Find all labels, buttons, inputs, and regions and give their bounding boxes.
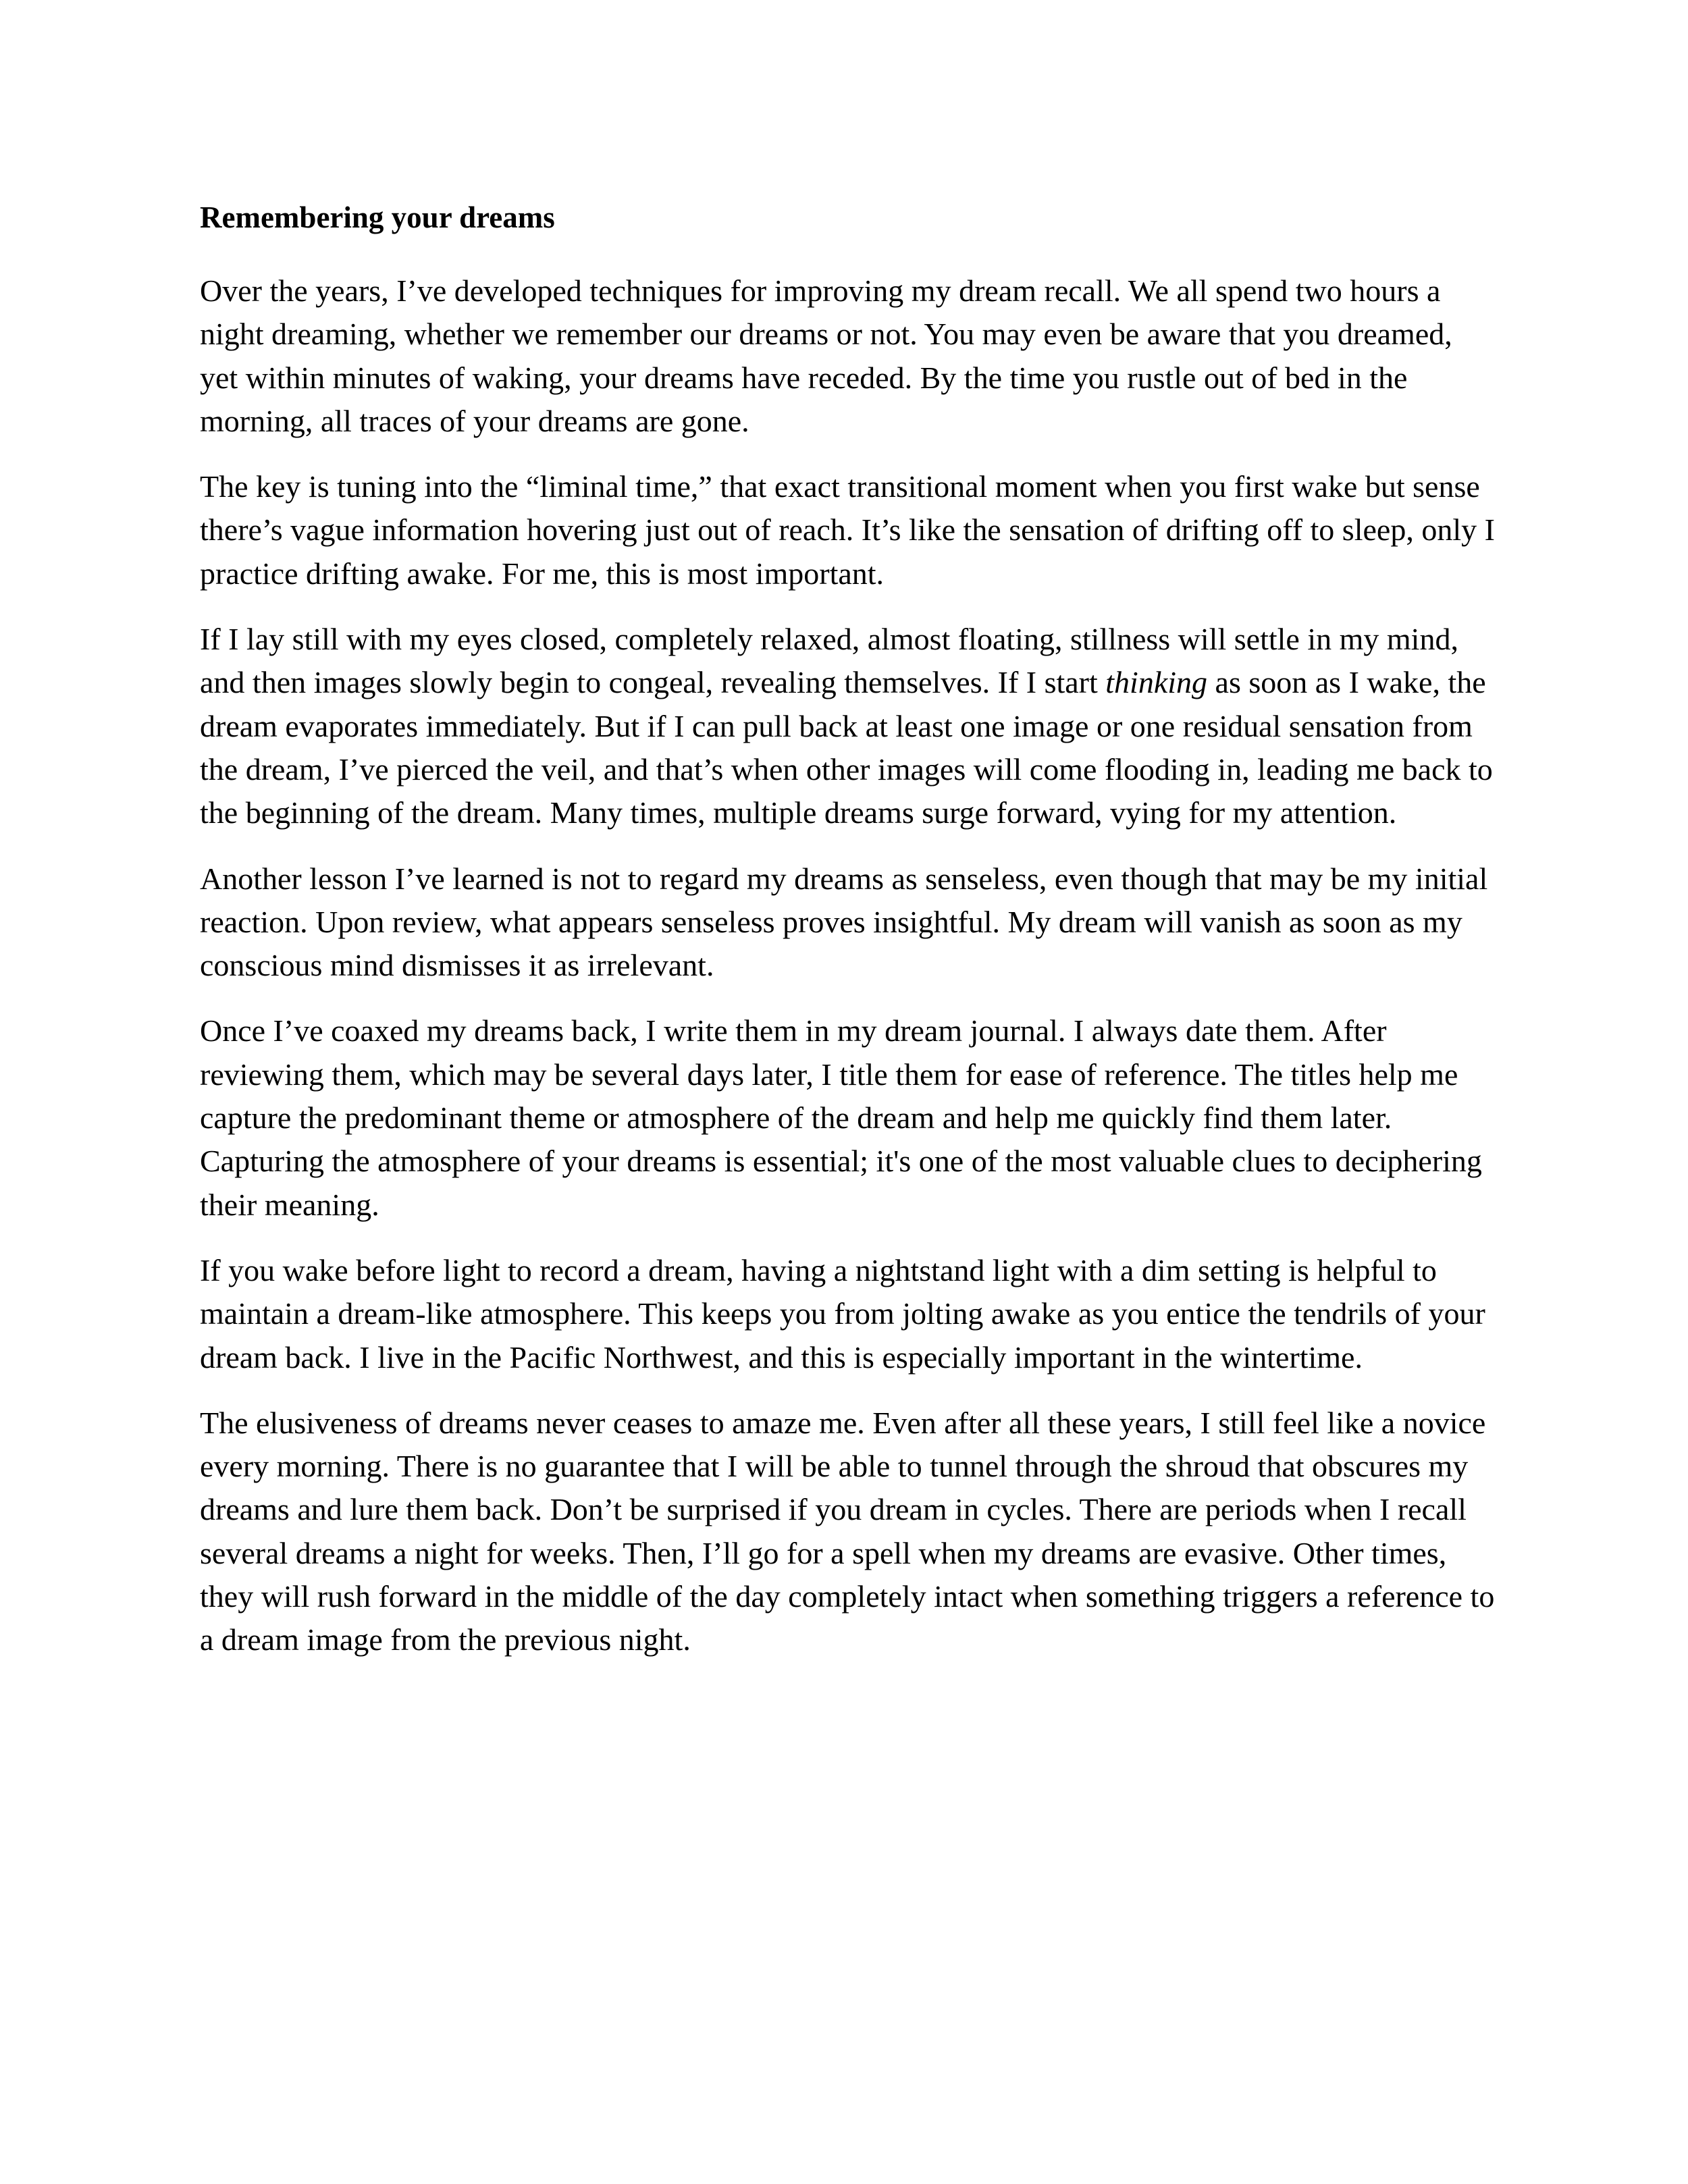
paragraph-2: The key is tuning into the “liminal time,” that exact transitional moment when you first wake but sense there’s vague information hovering just out of reach. It’s like the sensation of drifting off to sleep, only I practice drifting awake. For me, this is most important. [200, 469, 1495, 591]
paragraph-3-text-before: If I lay still with my eyes closed, completely relaxed, almost floating, stillness will settle in my mind, and then images slowly begin to congeal, revealing themselves. If I start [200, 622, 1458, 700]
document-title: Remembering your dreams [200, 201, 555, 234]
paragraph-1: Over the years, I’ve developed techniques for improving my dream recall. We all spend two hours a night dreaming, whether we remember our dreams or not. You may even be aware that you dreamed, yet within minutes of waking, your dreams have receded. By the time you rustle out of bed in the morning, all traces of your dreams are gone. [200, 273, 1452, 438]
document-body [200, 197, 1496, 1684]
paragraph-3 [200, 618, 1496, 834]
paragraph-4: Another lesson I’ve learned is not to regard my dreams as senseless, even though that may be my initial reaction. Upon review, what appears senseless proves insightful. My dream will vanish as soon as my conscious mind dismisses it as irrelevant. [200, 861, 1488, 983]
paragraph-6: If you wake before light to record a dream, having a nightstand light with a dim setting is helpful to maintain a dream-like atmosphere. This keeps you from jolting awake as you entice the tendrils of your dream back. I live in the Pacific Northwest, and this is especially important in the wintertime. [200, 1252, 1485, 1375]
paragraph-3-emphasis: thinking [1105, 665, 1208, 700]
paragraph-3-text-after: as soon as I wake, the dream evaporates immediately. But if I can pull back at least one image or one residual sensation from the dream, I’ve pierced the veil, and that’s when other images will come flooding in, leading me back to the beginning of the dream. Many times, multiple dreams surge forward, vying for my attention. [200, 665, 1493, 830]
paragraph-5: Once I’ve coaxed my dreams back, I write them in my dream journal. I always date them. After reviewing them, which may be several days later, I title them for ease of reference. The titles help me capture the predominant theme or atmosphere of the dream and help me quickly find them later. Capturing the atmosphere of your dreams is essential; it's one of the most valuable clues to deciphering their meaning. [200, 1013, 1482, 1222]
paragraph-7: The elusiveness of dreams never ceases to amaze me. Even after all these years, I still feel like a novice every morning. There is no guarantee that I will be able to tunnel through the shroud that obscures my dreams and lure them back. Don’t be surprised if you dream in cycles. There are periods when I recall several dreams a night for weeks. Then, I’ll go for a spell when my dreams are evasive. Other times, they will rush forward in the middle of the day completely intact when something triggers a reference to a dream image from the previous night. [200, 1405, 1495, 1657]
